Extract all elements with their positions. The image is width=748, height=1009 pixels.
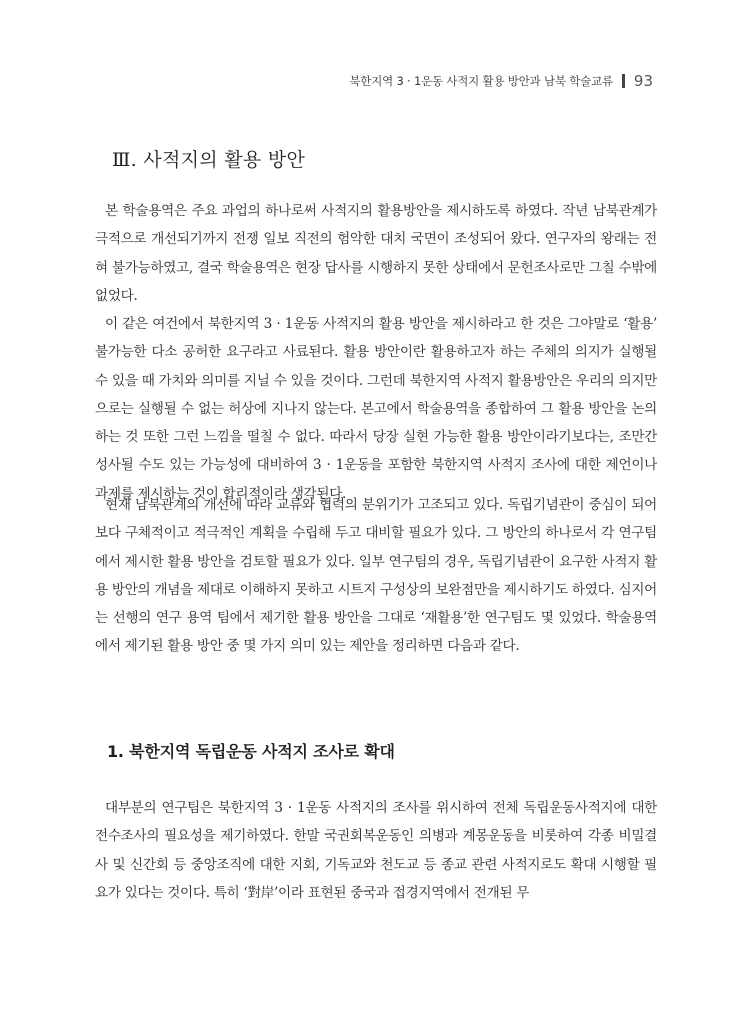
subsection-title: 1. 북한지역 독립운동 사적지 조사로 확대: [107, 742, 395, 761]
section-title: Ⅲ. 사적지의 활용 방안: [112, 149, 306, 171]
body-paragraph: 이 같은 여건에서 북한지역 3 · 1운동 사적지의 활용 방안을 제시하라고 한 것은 그야말로 ‘활용’ 불가능한 다소 공허한 요구라고 사료된다. 활용 방안이란 활용하고자 하는 주체의 의지가 실행될 수 있을 때 가치와 의미를 지닐 수 있을 것이다. 그런데 북한지역 사적지 활용방안은 우리의 의지만으로는 실행될 수 없는 허상에 지나지 않는다. 본고에서 학술용역을 종합하여 그 활용 방안을 논의하는 것 또한 그런 느낌을 떨칠 수 없다. 따라서 당장 실현 가능한 활용 방안이라기보다는, 조만간 성사될 수도 있는 가능성에 대비하여 3 · 1운동을 포함한 북한지역 사적지 조사에 대한 제언이나 과제를 제시하는 것이 합리적이라 생각된다.: [95, 316, 657, 502]
running-header: [349, 72, 653, 90]
page-number: 93: [633, 72, 653, 90]
body-paragraph: 대부분의 연구팀은 북한지역 3 · 1운동 사적지의 조사를 위시하여 전체 독립운동사적지에 대한 전수조사의 필요성을 제기하였다. 한말 국권회복운동인 의병과 계몽운동을 비롯하여 각종 비밀결사 및 신간회 등 중앙조직에 대한 지회, 기독교와 천도교 등 종교 관련 사적지로도 확대 시행할 필요가 있다는 것이다. 특히 ‘對岸’이라 표현된 중국과 접경지역에서 전개된 무: [95, 800, 657, 901]
header-divider-bar: [622, 74, 625, 88]
body-paragraph: 본 학술용역은 주요 과업의 하나로써 사적지의 활용방안을 제시하도록 하였다. 작년 남북관계가 극적으로 개선되기까지 전쟁 일보 직전의 험악한 대치 국면이 조성되어 왔다. 연구자의 왕래는 전혀 불가능하였고, 결국 학술용역은 현장 답사를 시행하지 못한 상태에서 문헌조사로만 그칠 수밖에 없었다.: [95, 203, 657, 304]
running-title: 북한지역 3 · 1운동 사적지 활용 방안과 남북 학술교류: [349, 74, 613, 88]
body-paragraph: 현재 남북관계의 개선에 따라 교류와 협력의 분위기가 고조되고 있다. 독립기념관이 중심이 되어 보다 구체적이고 적극적인 계획을 수립해 두고 대비할 필요가 있다. 그 방안의 하나로서 각 연구팀에서 제시한 활용 방안을 검토할 필요가 있다. 일부 연구팀의 경우, 독립기념관이 요구한 사적지 활용 방안의 개념을 제대로 이해하지 못하고 시트지 구성상의 보완점만을 제시하기도 하였다. 심지어는 선행의 연구 용역 팀에서 제기한 활용 방안을 그대로 ‘재활용’한 연구팀도 몇 있었다. 학술용역에서 제기된 활용 방안 중 몇 가지 의미 있는 제안을 정리하면 다음과 같다.: [95, 497, 657, 655]
